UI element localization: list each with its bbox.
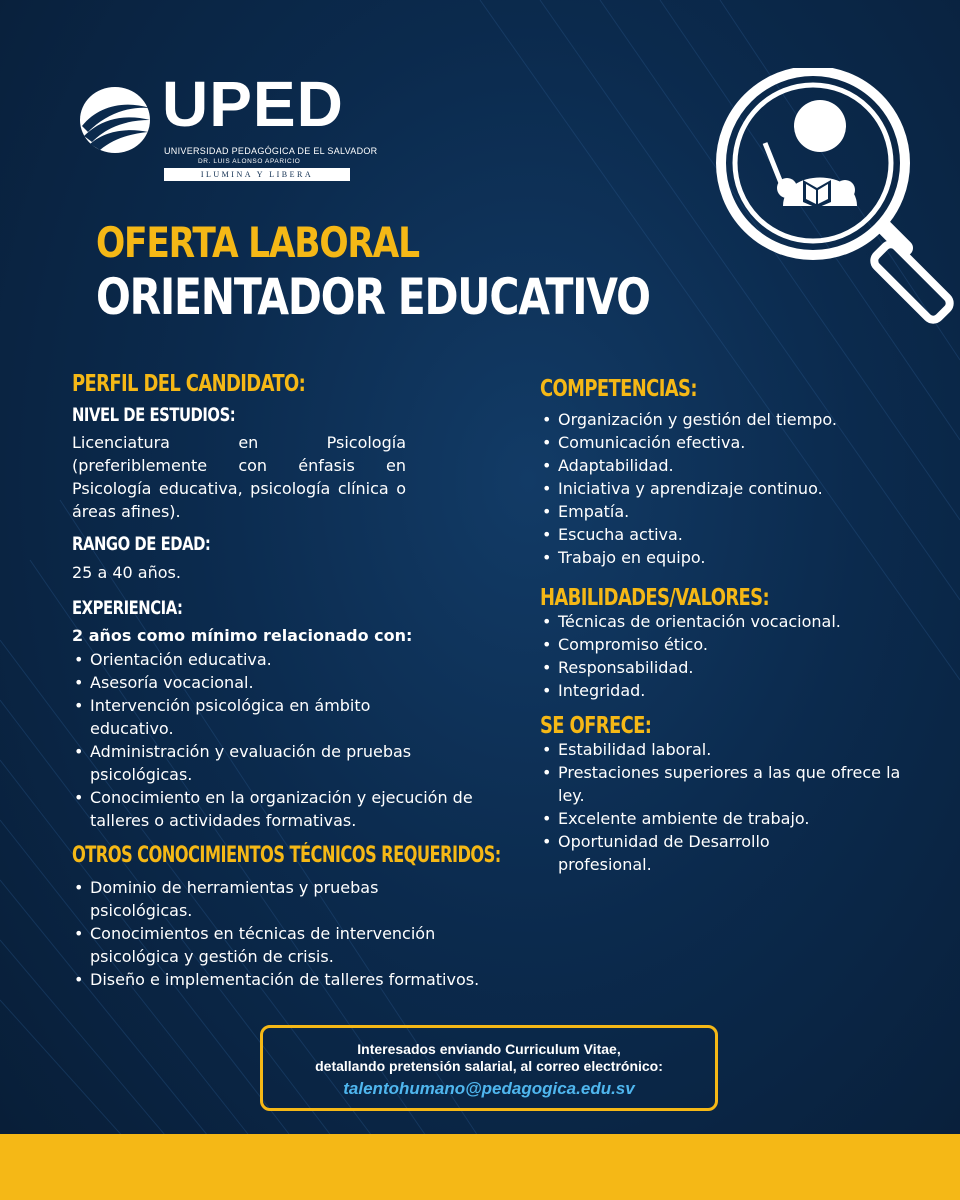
list-item: • Compromiso ético.: [540, 633, 940, 656]
contact-email-link[interactable]: talentohumano@pedagogica.edu.sv: [343, 1079, 635, 1098]
title-position: ORIENTADOR EDUCATIVO: [96, 268, 650, 326]
logo-swoosh-icon: [78, 82, 152, 156]
uped-logo: [78, 68, 378, 184]
list-item: • Organización y gestión del tiempo.: [540, 408, 940, 431]
experiencia-heading: EXPERIENCIA:: [72, 597, 183, 619]
list-item: • Empatía.: [540, 500, 940, 523]
logo-wordmark: UPED: [162, 68, 344, 140]
logo-tagline: ILUMINA Y LIBERA: [164, 168, 350, 181]
logo-university: UNIVERSIDAD PEDAGÓGICA DE EL SALVADOR: [164, 146, 378, 156]
logo-founder: DR. LUIS ALONSO APARICIO: [198, 158, 301, 165]
list-item: • Orientación educativa.: [72, 648, 522, 671]
nivel-heading: NIVEL DE ESTUDIOS:: [72, 404, 236, 426]
ofrece-heading: SE OFRECE:: [540, 713, 652, 739]
experiencia-intro: 2 años como mínimo relacionado con:: [72, 626, 413, 645]
list-item: • Diseño e implementación de talleres formativos.: [72, 968, 490, 991]
competencias-list: [540, 408, 940, 569]
list-item: • Integridad.: [540, 679, 940, 702]
list-item: • Iniciativa y aprendizaje continuo.: [540, 477, 940, 500]
nivel-text: Licenciatura en Psicología (preferiblemente con énfasis en Psicología educativa, psicología clínica o áreas afines).: [72, 433, 406, 521]
otros-heading: OTROS CONOCIMIENTOS TÉCNICOS REQUERIDOS:: [72, 843, 501, 868]
otros-list: [72, 876, 502, 991]
ofrece-list: [540, 738, 940, 876]
list-item: • Comunicación efectiva.: [540, 431, 940, 454]
footer-bar: [0, 1134, 960, 1200]
contact-line2: detallando pretensión salarial, al correo electrónico:: [315, 1058, 663, 1074]
list-item: • Adaptabilidad.: [540, 454, 940, 477]
edad-text: 25 a 40 años.: [72, 563, 181, 582]
list-item: • Trabajo en equipo.: [540, 546, 940, 569]
perfil-heading: PERFIL DEL CANDIDATO:: [72, 371, 306, 397]
list-item: • Técnicas de orientación vocacional.: [540, 610, 940, 633]
magnifier-reading-person-icon: [705, 68, 960, 328]
list-item: • Intervención psicológica en ámbito educativo.: [72, 694, 435, 740]
habilidades-heading: HABILIDADES/VALORES:: [540, 585, 770, 611]
list-item: • Escucha activa.: [540, 523, 940, 546]
list-item: • Excelente ambiente de trabajo.: [540, 807, 940, 830]
contact-line1: Interesados enviando Curriculum Vitae,: [357, 1041, 621, 1057]
list-item: • Conocimientos en técnicas de intervención psicológica y gestión de crisis.: [72, 922, 502, 968]
list-item: • Asesoría vocacional.: [72, 671, 522, 694]
list-item: • Oportunidad de Desarrollo profesional.: [540, 830, 858, 876]
contact-box: [260, 1025, 718, 1111]
experiencia-list: [72, 648, 522, 832]
competencias-heading: COMPETENCIAS:: [540, 376, 697, 402]
list-item: • Prestaciones superiores a las que ofrece la ley.: [540, 761, 903, 807]
edad-heading: RANGO DE EDAD:: [72, 533, 211, 555]
list-item: • Conocimiento en la organización y ejecución de talleres o actividades formativas.: [72, 786, 522, 832]
list-item: • Responsabilidad.: [540, 656, 940, 679]
list-item: • Estabilidad laboral.: [540, 738, 940, 761]
habilidades-list: [540, 610, 940, 702]
list-item: • Administración y evaluación de pruebas psicológicas.: [72, 740, 490, 786]
list-item: • Dominio de herramientas y pruebas psicológicas.: [72, 876, 460, 922]
title-oferta: OFERTA LABORAL: [96, 218, 419, 267]
